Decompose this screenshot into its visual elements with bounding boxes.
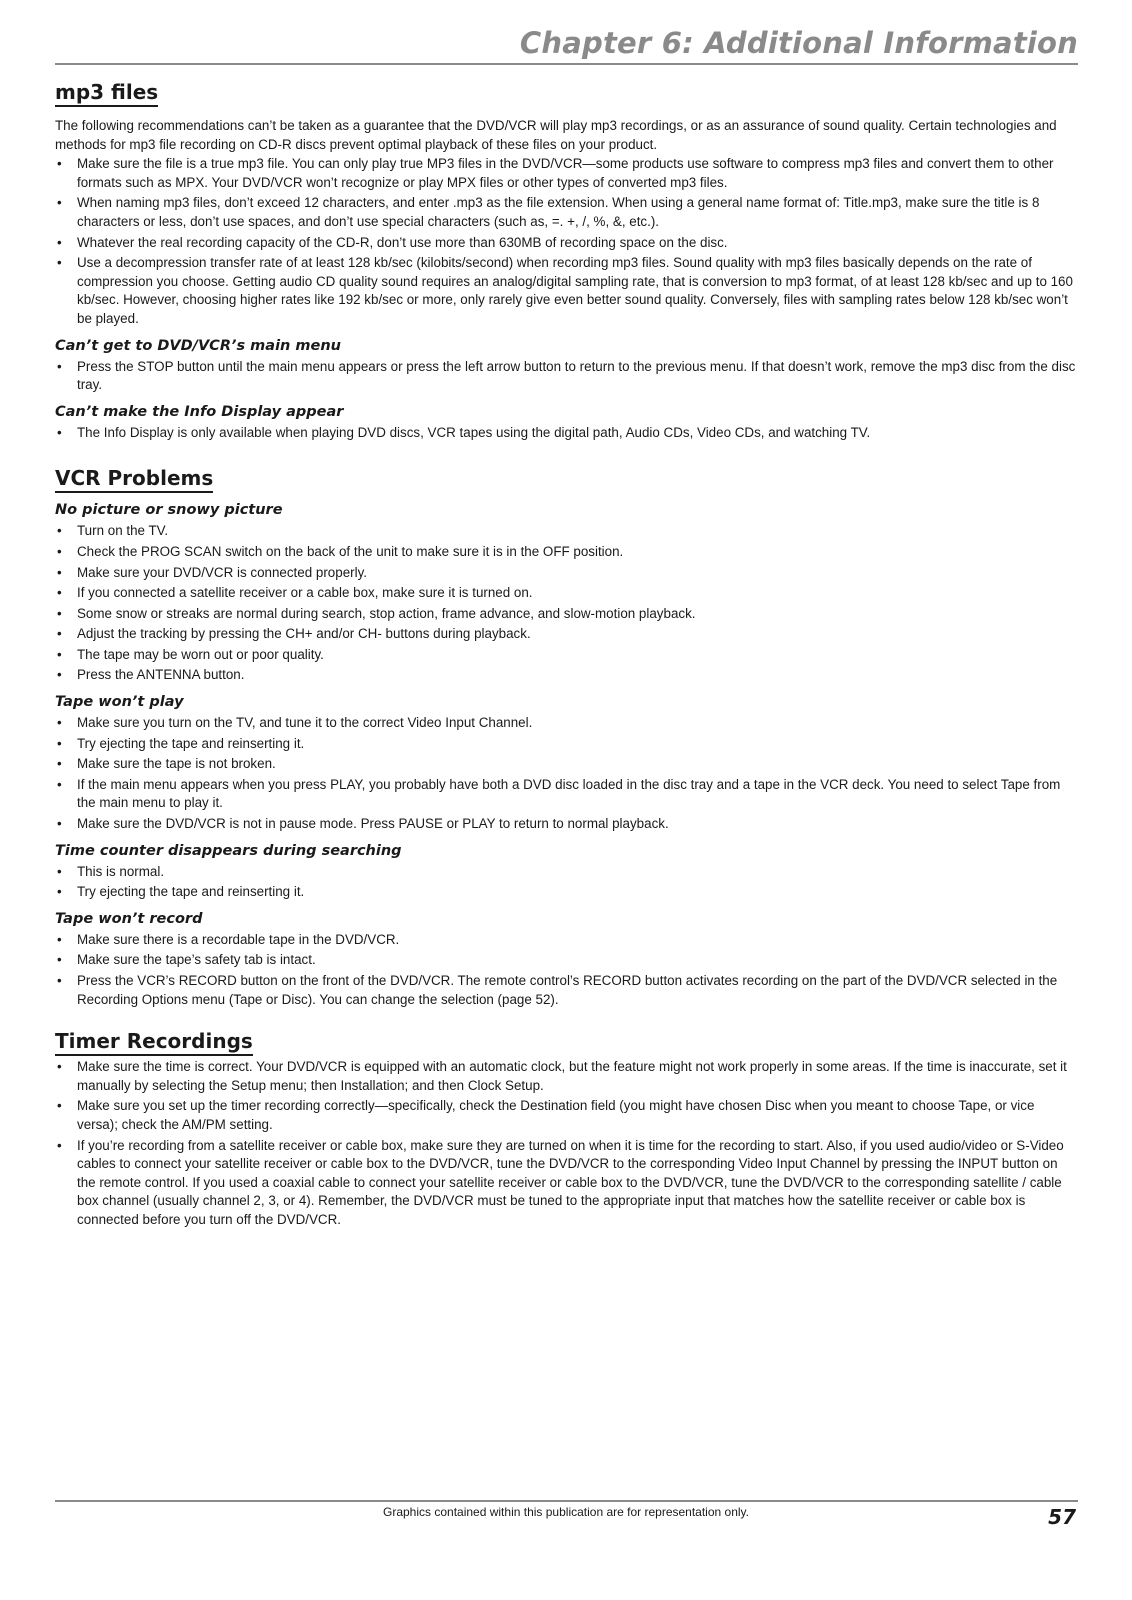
mp3-intro-paragraph: The following recommendations can’t be taken as a guarantee that the DVD/VCR will play mp3 recordings, or as an assurance of sound quality. Certain technologies and methods for mp3 file recording on CD-R discs prevent optimal playback of these files on your product. bbox=[55, 118, 1057, 152]
tape-wont-record-subheading: Tape won’t record bbox=[55, 910, 203, 927]
info-display-bullet-list bbox=[55, 424, 1078, 443]
list-item: • Make sure the time is correct. Your DVD/VCR is equipped with an automatic clock, but the feature might not work properly in some areas. If the time is inaccurate, set it manually by selecting the Setup menu; then Installation; and then Clock Setup. bbox=[55, 1058, 1078, 1095]
vcr-problems-heading: VCR Problems bbox=[55, 466, 213, 493]
no-picture-subheading: No picture or snowy picture bbox=[55, 502, 283, 519]
list-item: • Make sure the DVD/VCR is not in pause mode. Press PAUSE or PLAY to return to normal playback. bbox=[55, 815, 1078, 834]
time-counter-bullet-list bbox=[55, 863, 1078, 902]
list-item: • If you’re recording from a satellite receiver or cable box, make sure they are turned on when it is time for the recording to start. Also, if you used audio/video or S-Video cables to connect your satellite receiver or cable box to the DVD/VCR, tune the DVD/VCR to the corresponding Video Input Channel by pressing the INPUT button on the remote control. If you used a coaxial cable to connect your satellite receiver or cable box to the DVD/VCR, tune the DVD/VCR to the corresponding satellite / cable box channel (usually channel 2, 3, or 4). Remember, the DVD/VCR must be tuned to the appropriate input that matches how the satellite receiver or cable box is connected before you turn off the DVD/VCR. bbox=[55, 1137, 1078, 1230]
list-item: • Use a decompression transfer rate of at least 128 kb/sec (kilobits/second) when recording mp3 files. Sound quality with mp3 files basically depends on the rate of compression you choose. Getting audio CD quality sound requires an analog/digital sampling rate, that is conversion to mp3 format, of at least 128 kb/sec and up to 160 kb/sec. However, choosing higher rates like 192 kb/sec or more, only rarely give even better sound quality. Conversely, files with sampling rates below 128 kb/sec won’t be played. bbox=[55, 254, 1078, 328]
tape-wont-record-bullet-list bbox=[55, 931, 1078, 1009]
list-item: • Some snow or streaks are normal during search, stop action, frame advance, and slow-motion playback. bbox=[55, 605, 1078, 624]
mp3-files-heading: mp3 files bbox=[55, 80, 158, 107]
list-item: • Adjust the tracking by pressing the CH+ and/or CH- buttons during playback. bbox=[55, 625, 1078, 644]
mp3-bullet-list bbox=[55, 155, 1078, 328]
no-picture-bullet-list bbox=[55, 522, 1078, 685]
list-item: • The tape may be worn out or poor quality. bbox=[55, 646, 1078, 665]
list-item: • This is normal. bbox=[55, 863, 1078, 882]
tape-wont-play-subheading: Tape won’t play bbox=[55, 694, 184, 711]
list-item: • If you connected a satellite receiver or a cable box, make sure it is turned on. bbox=[55, 584, 1078, 603]
list-item: • Whatever the real recording capacity of the CD-R, don’t use more than 630MB of recording space on the disc. bbox=[55, 234, 1078, 253]
list-item: • Make sure the tape’s safety tab is intact. bbox=[55, 951, 1078, 970]
timer-bullet-list bbox=[55, 1058, 1078, 1229]
timer-recordings-heading: Timer Recordings bbox=[55, 1029, 253, 1056]
page-content bbox=[55, 80, 1078, 1232]
header-divider bbox=[55, 63, 1078, 65]
list-item: • The Info Display is only available when playing DVD discs, VCR tapes using the digital path, Audio CDs, Video CDs, and watching TV. bbox=[55, 424, 1078, 443]
list-item: • Try ejecting the tape and reinserting it. bbox=[55, 735, 1078, 754]
time-counter-subheading: Time counter disappears during searching bbox=[55, 842, 402, 859]
list-item: • When naming mp3 files, don’t exceed 12 characters, and enter .mp3 as the file extension. When using a general name format of: Title.mp3, make sure the title is 8 characters or less, don’t use spaces, and don’t use special characters (such as, =. +, /, %, &, etc.). bbox=[55, 194, 1078, 231]
list-item: • Press the ANTENNA button. bbox=[55, 666, 1078, 685]
list-item: • Press the STOP button until the main menu appears or press the left arrow button to return to the previous menu. If that doesn’t work, remove the mp3 disc from the disc tray. bbox=[55, 358, 1078, 395]
main-menu-bullet-list bbox=[55, 358, 1078, 395]
page-number: 57 bbox=[1048, 1505, 1076, 1529]
vcr-section-heading bbox=[55, 466, 1078, 493]
list-item: • Make sure the tape is not broken. bbox=[55, 755, 1078, 774]
list-item: • Turn on the TV. bbox=[55, 522, 1078, 541]
list-item: • If the main menu appears when you press PLAY, you probably have both a DVD disc loaded in the disc tray and a tape in the VCR deck. You need to select Tape from the main menu to play it. bbox=[55, 776, 1078, 813]
footer-note: Graphics contained within this publication are for representation only. bbox=[383, 1505, 749, 1519]
mp3-section-heading bbox=[55, 80, 1078, 107]
info-display-subheading: Can’t make the Info Display appear bbox=[55, 403, 344, 420]
timer-section-heading bbox=[55, 1029, 1078, 1056]
list-item: • Make sure your DVD/VCR is connected properly. bbox=[55, 564, 1078, 583]
list-item: • Check the PROG SCAN switch on the back of the unit to make sure it is in the OFF position. bbox=[55, 543, 1078, 562]
chapter-title: Chapter 6: Additional Information bbox=[519, 26, 1078, 60]
list-item: • Press the VCR’s RECORD button on the front of the DVD/VCR. The remote control’s RECORD button activates recording on the part of the DVD/VCR selected in the Recording Options menu (Tape or Disc). You can change the selection (page 52). bbox=[55, 972, 1078, 1009]
list-item: • Make sure there is a recordable tape in the DVD/VCR. bbox=[55, 931, 1078, 950]
list-item: • Make sure you turn on the TV, and tune it to the correct Video Input Channel. bbox=[55, 714, 1078, 733]
list-item: • Make sure the file is a true mp3 file. You can only play true MP3 files in the DVD/VCR—some products use software to compress mp3 files and convert them to other formats such as MPX. Your DVD/VCR won’t recognize or play MPX files or other types of converted mp3 files. bbox=[55, 155, 1078, 192]
list-item: • Try ejecting the tape and reinserting it. bbox=[55, 883, 1078, 902]
list-item: • Make sure you set up the timer recording correctly—specifically, check the Destination field (you might have chosen Disc when you meant to choose Tape, or vice versa); check the AM/PM setting. bbox=[55, 1097, 1078, 1134]
tape-wont-play-bullet-list bbox=[55, 714, 1078, 834]
footer-divider bbox=[55, 1500, 1078, 1502]
main-menu-subheading: Can’t get to DVD/VCR’s main menu bbox=[55, 337, 341, 354]
